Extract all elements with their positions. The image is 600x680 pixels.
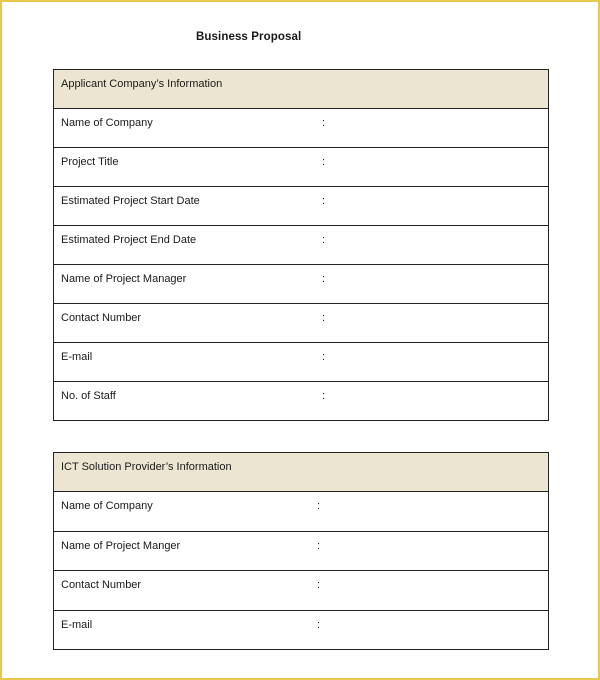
table-row xyxy=(54,610,549,649)
section-header: ICT Solution Provider’s Information xyxy=(61,461,232,473)
form-field-cell[interactable] xyxy=(54,571,549,610)
section-header: Applicant Company’s Information xyxy=(61,78,223,90)
field-label: Estimated Project End Date xyxy=(61,234,197,246)
field-separator: : xyxy=(322,195,326,207)
form-field-cell[interactable] xyxy=(54,492,549,531)
field-label: E-mail xyxy=(61,618,93,631)
provider-header-row xyxy=(54,453,549,492)
form-field-cell[interactable] xyxy=(54,109,549,148)
field-label: Name of Company xyxy=(61,117,153,129)
field-label: Project Title xyxy=(61,156,119,168)
field-separator: : xyxy=(317,539,321,552)
field-separator: : xyxy=(322,234,326,246)
applicant-header-cell xyxy=(54,70,549,109)
field-separator: : xyxy=(322,117,326,129)
table-row xyxy=(54,304,549,343)
field-separator: : xyxy=(322,390,326,402)
table-row xyxy=(54,382,549,421)
field-label: No. of Staff xyxy=(61,390,116,402)
field-separator: : xyxy=(322,312,326,324)
field-separator: : xyxy=(322,273,326,285)
field-separator: : xyxy=(317,500,321,513)
field-label: Estimated Project Start Date xyxy=(61,195,200,207)
field-label: E-mail xyxy=(61,351,93,363)
provider-info-table xyxy=(53,452,549,650)
form-field-cell[interactable] xyxy=(54,343,549,382)
table-row xyxy=(54,109,549,148)
table-row xyxy=(54,148,549,187)
form-field-cell[interactable] xyxy=(54,610,549,649)
field-separator: : xyxy=(317,579,321,592)
applicant-header-row xyxy=(54,70,549,109)
form-field-cell[interactable] xyxy=(54,148,549,187)
form-field-cell[interactable] xyxy=(54,265,549,304)
form-field-cell[interactable] xyxy=(54,226,549,265)
table-row xyxy=(54,571,549,610)
field-label: Name of Company xyxy=(61,500,153,513)
table-row xyxy=(54,531,549,570)
field-label: Contact Number xyxy=(61,312,142,324)
field-separator: : xyxy=(317,618,321,631)
provider-header-cell xyxy=(54,453,549,492)
form-field-cell[interactable] xyxy=(54,187,549,226)
table-row xyxy=(54,492,549,531)
field-separator: : xyxy=(322,156,326,168)
field-label: Name of Project Manager xyxy=(61,273,187,285)
form-field-cell[interactable] xyxy=(54,531,549,570)
field-label: Contact Number xyxy=(61,579,142,592)
table-row xyxy=(54,187,549,226)
form-field-cell[interactable] xyxy=(54,382,549,421)
table-row xyxy=(54,265,549,304)
form-field-cell[interactable] xyxy=(54,304,549,343)
page-title: Business Proposal xyxy=(196,31,302,43)
field-label: Name of Project Manger xyxy=(61,539,181,552)
applicant-info-table xyxy=(53,69,549,421)
table-row xyxy=(54,226,549,265)
field-separator: : xyxy=(322,351,326,363)
table-row xyxy=(54,343,549,382)
